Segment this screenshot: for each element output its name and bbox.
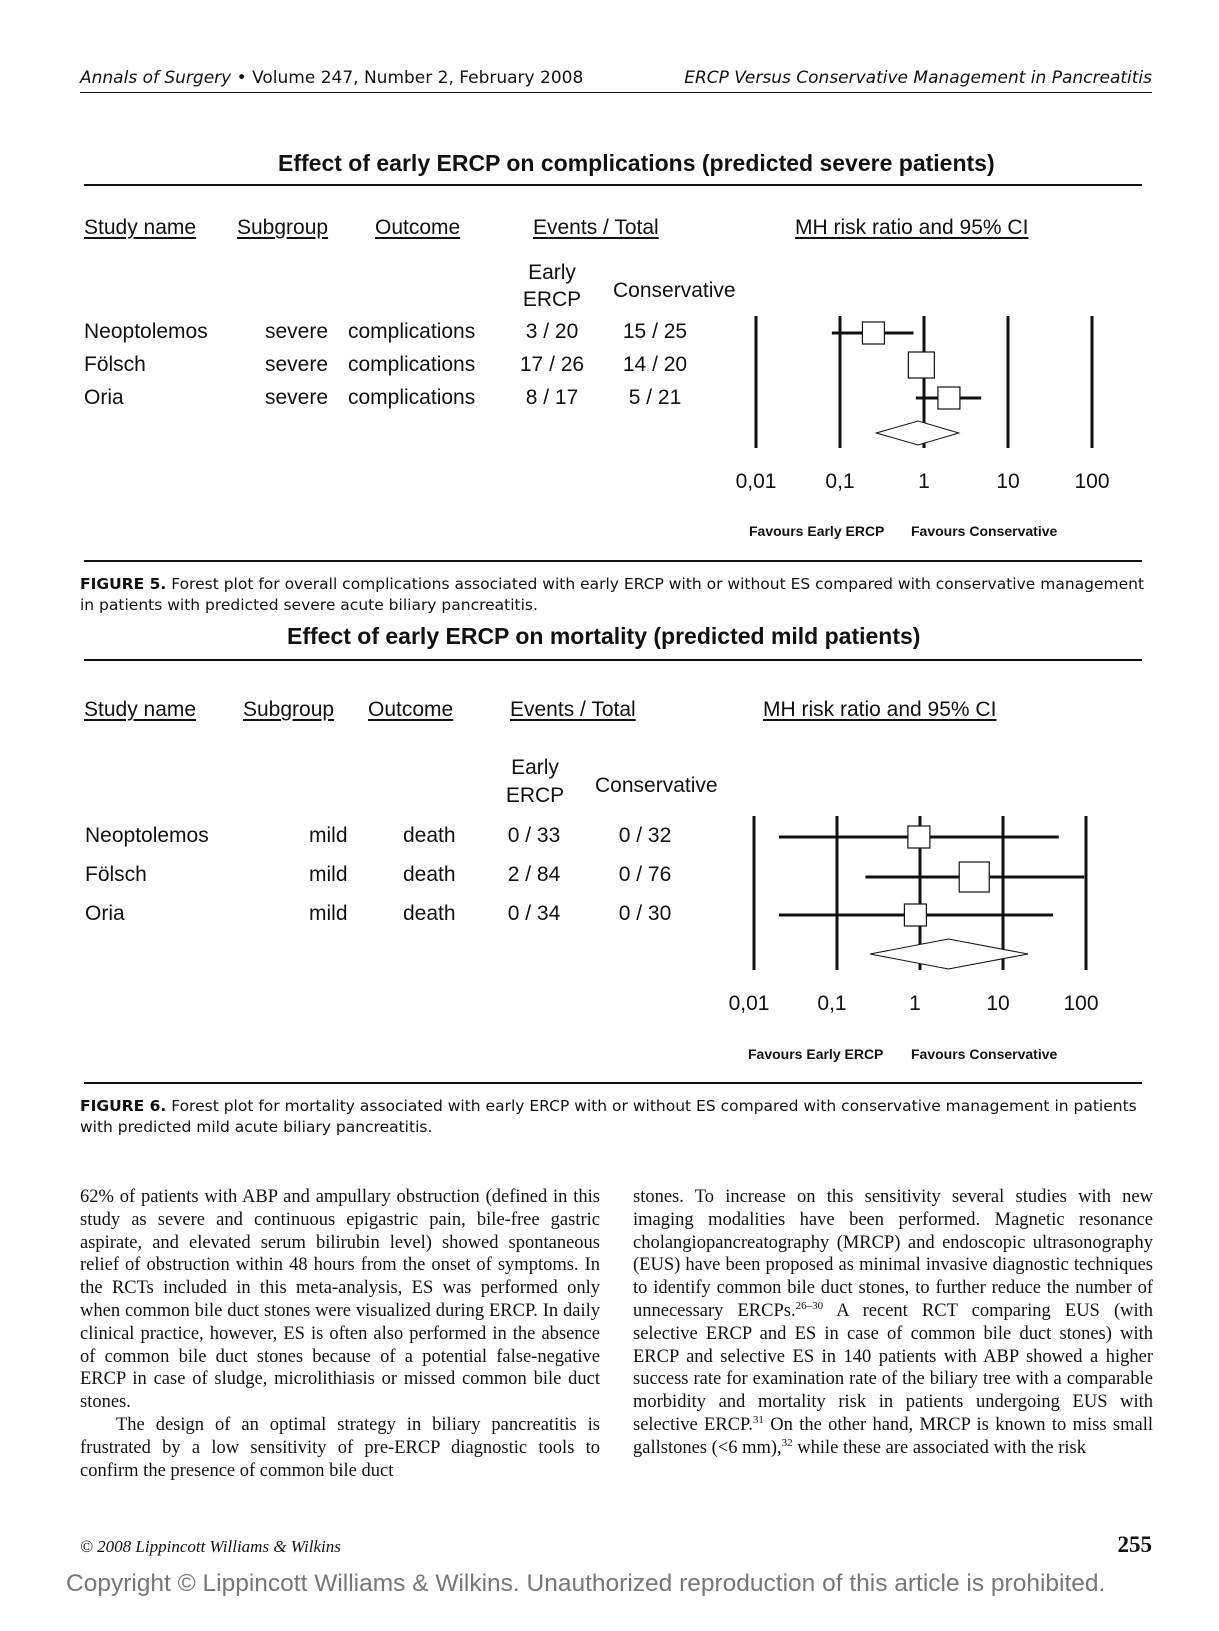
x-tick-label: 0,01: [728, 992, 770, 1015]
row-early: 3 / 20: [525, 320, 579, 343]
col-events-total: Events / Total: [533, 216, 659, 239]
row-study: Oria: [85, 902, 125, 925]
row-early: 0 / 33: [507, 824, 561, 847]
x-tick-label: 10: [986, 992, 1010, 1015]
figure-bottom-rule: [84, 1082, 1142, 1084]
row-study: Neoptolemos: [85, 824, 209, 847]
row-outcome: death: [403, 863, 456, 886]
body-paragraph: The design of an optimal strategy in biliary pancreatitis is frustrated by a low sensitivity of pre-ERCP diagnostic tools to confirm the presence of common bile duct: [80, 1414, 600, 1481]
figure-title: Effect of early ERCP on mortality (predicted mild patients): [287, 623, 921, 649]
body-paragraph: 62% of patients with ABP and ampullary obstruction (defined in this study as severe and continuous epigastric pain, bile-free gastric aspirate, and elevated serum bilirubin level) showed spontaneous relief of obstruction within 48 hours from the onset of symptoms. In the RCTs included in this meta-analysis, ES was performed only when common bile duct stones were visualized during ERCP. In daily clinical practice, however, ES is often also performed in the absence of common bile duct stones because of a potential false-negative ERCP in case of sludge, microlithiasis or missed common bile duct stones.: [80, 1187, 600, 1413]
copyright-watermark: Copyright © Lippincott Williams & Wilkins. Unauthorized reproduction of this article is prohibited.: [66, 1570, 1106, 1597]
col-outcome: Outcome: [375, 216, 461, 239]
col-subgroup: Subgroup: [237, 216, 329, 239]
row-outcome: death: [403, 824, 456, 847]
col-study-name: Study name: [84, 216, 197, 239]
caption-label: FIGURE 6.: [80, 1097, 167, 1115]
col-mh-risk-ratio: MH risk ratio and 95% CI: [795, 216, 1029, 239]
body-text: On the other hand, MRCP is known to miss small gallstones (<6 mm),: [633, 1414, 1153, 1458]
x-tick-label: 1: [909, 992, 921, 1015]
caption-text: Forest plot for overall complications associated with early ERCP with or without ES compared with conservative management in patients with predicted severe acute biliary pancreatitis.: [80, 575, 1145, 614]
x-tick-label: 10: [996, 470, 1020, 493]
study-point-estimate: [908, 826, 930, 848]
row-outcome: complications: [348, 320, 476, 343]
body-column-left: [80, 1186, 600, 1482]
subcol-early-line2: ERCP: [522, 288, 582, 311]
row-study: Fölsch: [84, 353, 146, 376]
row-study: Oria: [84, 386, 124, 409]
row-outcome: complications: [348, 386, 476, 409]
running-title: ERCP Versus Conservative Management in Pancreatitis: [684, 68, 1152, 88]
citation-ref: 31: [752, 1413, 764, 1426]
subcol-conservative: Conservative: [595, 774, 718, 797]
row-outcome: death: [403, 902, 456, 925]
row-conservative: 0 / 32: [618, 824, 672, 847]
x-tick-label: 100: [1063, 992, 1099, 1015]
subcol-early-line1: Early: [511, 756, 559, 779]
x-tick-label: 100: [1074, 470, 1110, 493]
body-text: A recent RCT comparing EUS (with selective ERCP and ES in case of common bile duct stones) with ERCP and selective ES in 140 patients with ABP showed a higher success rate for examination rate of the biliary tree with a comparable morbidity and mortality risk in patients undergoing EUS with selective ERCP.: [633, 1300, 1153, 1435]
row-subgroup: mild: [309, 863, 348, 886]
citation-ref: 32: [781, 1436, 793, 1449]
row-subgroup: severe: [265, 386, 329, 409]
row-conservative: 15 / 25: [622, 320, 688, 343]
row-conservative: 14 / 20: [622, 353, 688, 376]
col-events-total: Events / Total: [510, 698, 636, 721]
favours-conservative-label: Favours Conservative: [911, 1046, 1058, 1062]
row-study: Neoptolemos: [84, 320, 208, 343]
body-column-right: [633, 1186, 1153, 1460]
journal-volume: Volume 247, Number 2, February 2008: [252, 68, 584, 88]
favours-early-label: Favours Early ERCP: [749, 523, 885, 539]
page-number: 255: [1117, 1532, 1152, 1557]
row-subgroup: severe: [265, 320, 329, 343]
subcol-early-line1: Early: [528, 261, 576, 284]
col-subgroup: Subgroup: [243, 698, 335, 721]
col-outcome: Outcome: [368, 698, 454, 721]
x-tick-label: 0,1: [825, 470, 855, 493]
favours-conservative-label: Favours Conservative: [911, 523, 1058, 539]
row-early: 17 / 26: [519, 353, 585, 376]
row-outcome: complications: [348, 353, 476, 376]
figure-6-caption: [80, 1096, 1155, 1138]
favours-early-label: Favours Early ERCP: [748, 1046, 884, 1062]
figure-title: Effect of early ERCP on complications (predicted severe patients): [278, 150, 995, 176]
col-study-name: Study name: [84, 698, 197, 721]
row-conservative: 0 / 76: [618, 863, 672, 886]
subcol-conservative: Conservative: [613, 279, 736, 302]
body-paragraph: [633, 1186, 1153, 1460]
caption-text: Forest plot for mortality associated with early ERCP with or without ES compared with conservative management in patients with predicted mild acute biliary pancreatitis.: [80, 1097, 1137, 1136]
x-tick-label: 1: [918, 470, 930, 493]
row-early: 8 / 17: [525, 386, 579, 409]
row-subgroup: mild: [309, 902, 348, 925]
row-early: 0 / 34: [507, 902, 561, 925]
x-tick-label: 0,01: [735, 470, 777, 493]
row-conservative: 0 / 30: [618, 902, 672, 925]
study-point-estimate: [904, 904, 926, 926]
citation-ref: 26–30: [795, 1299, 824, 1312]
journal-name: Annals of Surgery: [80, 68, 232, 88]
row-early: 2 / 84: [507, 863, 561, 886]
body-text: stones. To increase on this sensitivity several studies with new imaging modalities have been performed. Magnetic resonance cholangiopancreatography (MRCP) and endoscopic ultrasonography (EUS) have been proposed as minimal invasive diagnostic techniques to identify common bile duct stones, to further reduce the number of unnecessary ERCPs.: [633, 1187, 1153, 1321]
row-subgroup: severe: [265, 353, 329, 376]
subcol-early-line2: ERCP: [505, 784, 565, 807]
body-text: while these are associated with the risk: [792, 1437, 1086, 1458]
row-study: Fölsch: [85, 863, 147, 886]
row-subgroup: mild: [309, 824, 348, 847]
footer-copyright: © 2008 Lippincott Williams & Wilkins: [80, 1537, 341, 1556]
study-point-estimate: [959, 862, 989, 892]
x-tick-label: 0,1: [817, 992, 847, 1015]
caption-label: FIGURE 5.: [80, 575, 167, 593]
row-conservative: 5 / 21: [628, 386, 682, 409]
header-bullet: •: [236, 68, 247, 88]
col-mh-risk-ratio: MH risk ratio and 95% CI: [763, 698, 997, 721]
